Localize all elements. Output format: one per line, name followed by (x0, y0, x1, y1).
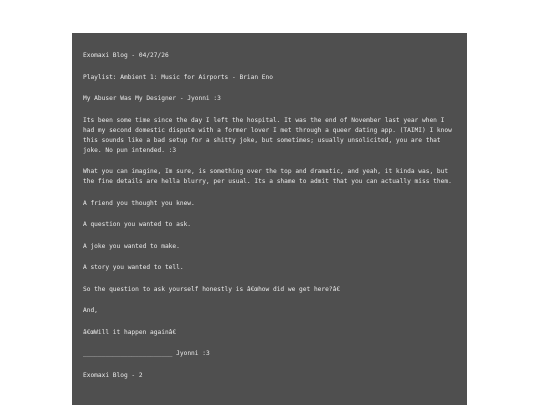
line-and: And, (83, 307, 98, 314)
line-happen-again: â€œWill it happen againâ€ (83, 328, 177, 336)
signature-rule: ________________________ (83, 350, 173, 357)
playlist-line: Playlist: Ambient 1: Music for Airports - Brian Eno (83, 73, 273, 81)
blog-post-panel (72, 33, 467, 405)
paragraph-1: Its been some time since the day I left the hospital. It was the end of November last year when I had my second domestic dispute with a former lover I met through a queer dating app. (TAIMI) I know this sounds like a bad setup for a shitty joke, but sometimes; usually unsolicited, you are that joke. No pun intended. :3 (83, 116, 456, 154)
line-how-here: So the question to ask yourself honestly is â€œhow did we get here?â€ (83, 285, 341, 293)
paragraph-2: What you can imagine, Im sure, is something over the top and dramatic, and yeah, it kinda was, but the fine details are hella blurry, per usual. Its a shame to admit that you can actually miss them. (83, 168, 452, 185)
line-question: A question you wanted to ask. (83, 221, 192, 228)
signature (83, 349, 456, 359)
line-story: A story you wanted to tell. (83, 264, 184, 271)
signature-name: Jyonni :3 (176, 350, 210, 357)
line-friend: A friend you thought you knew. (83, 199, 195, 207)
blog-footer: Exomaxi Blog - 2 (83, 371, 143, 379)
post-title: My Abuser Was My Designer - Jyonni :3 (83, 95, 221, 102)
blog-header: Exomaxi Blog - 04/27/26 (83, 52, 169, 59)
line-joke: A joke you wanted to make. (83, 242, 180, 250)
